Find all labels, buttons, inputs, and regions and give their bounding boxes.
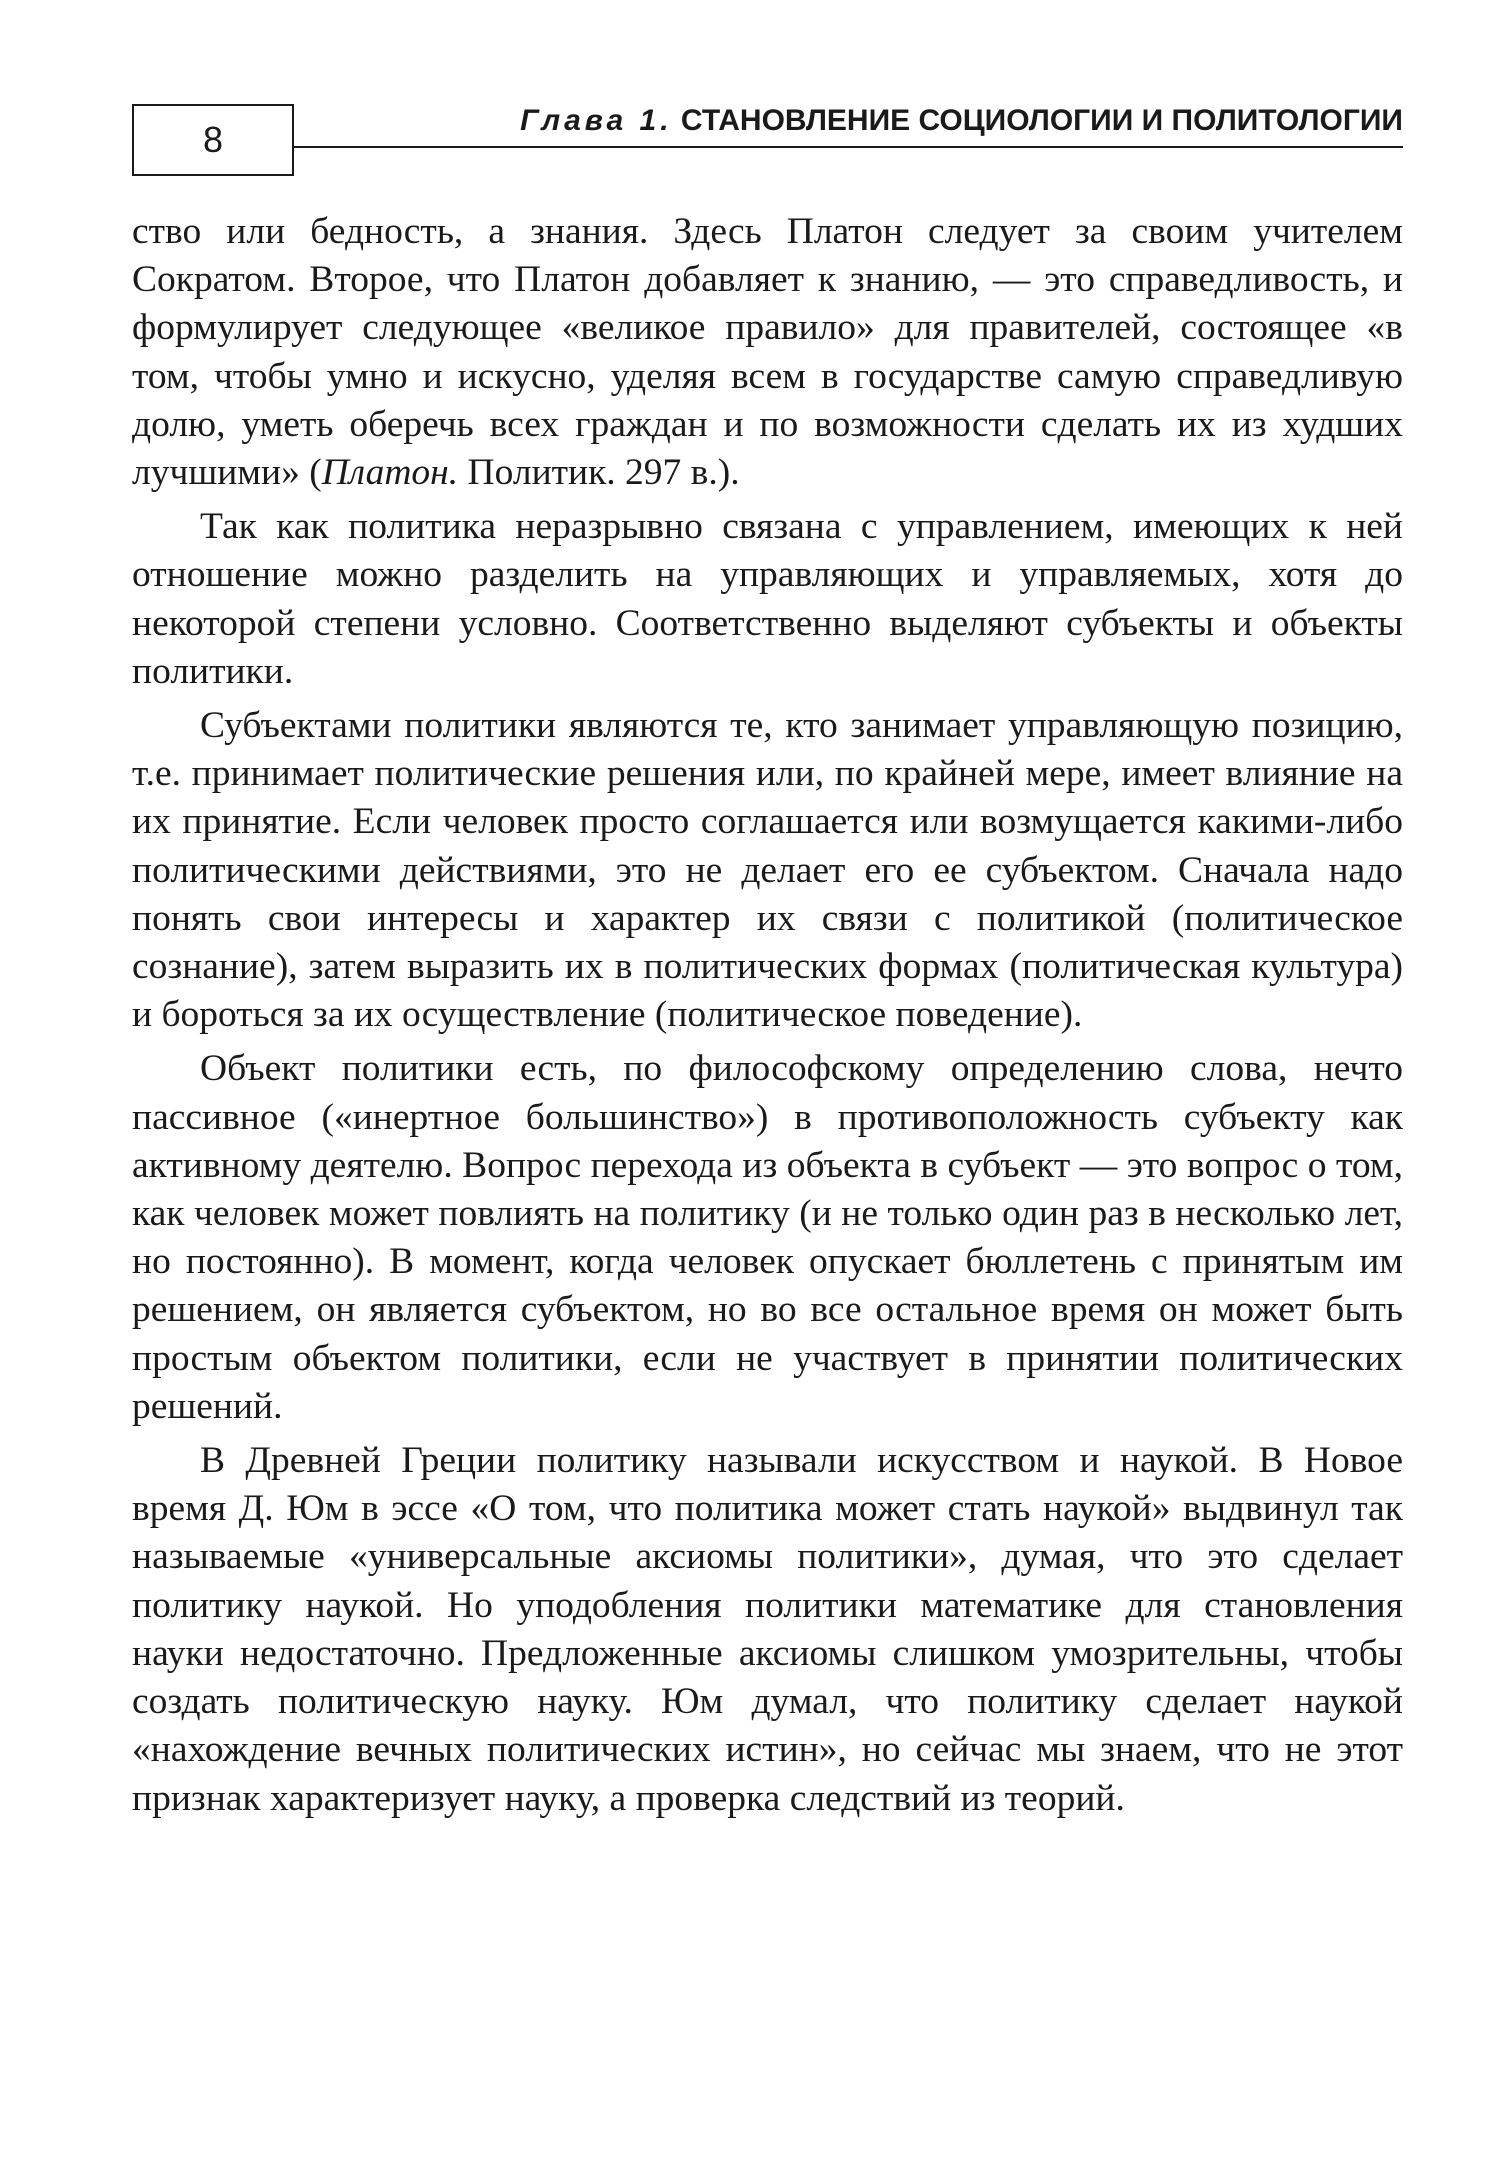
citation-rest: Политик. 297 в.). xyxy=(458,452,740,494)
paragraph-2: Так как политика неразрывно связана с управлением, имеющих к ней отношение можно разделить на управляющих и управляемых, хотя до некоторой степени условно. Соответственно выделяют субъекты и объекты политики. xyxy=(132,506,1403,692)
header-rule xyxy=(294,146,1403,148)
paragraph-4: Объект политики есть, по философскому определению слова, нечто пассивное («инертное большинство») в противоположность субъекту как активному деятелю. Вопрос перехода из объекта в субъект — это вопрос о том, как человек может повлиять на политику (и не только один раз в несколько лет, но постоянно). В момент, когда человек опускает бюллетень с принятым им решением, он является субъектом, но во все остальное время он может быть простым объектом политики, если не участвует в принятии политических решений. xyxy=(132,1048,1403,1427)
paragraph-1 xyxy=(132,208,1403,497)
paragraph-1-text: ство или бедность, а знания. Здесь Платон следует за своим учителем Сократом. Второе, что Платон добавляет к знанию, — это справедливость, и формулирует следующее «великое правило» для правителей, состоящее «в том, чтобы умно и искусно, уделяя всем в государстве самую справедливую долю, уметь оберечь всех граждан и по возможности сделать их из худших лучшими» ( xyxy=(132,211,1403,494)
paragraph-5: В Древней Греции политику называли искусством и наукой. В Новое время Д. Юм в эссе «О том, что политика может стать наукой» выдвинул так называемые «универсальные аксиомы политики», думая, что это сделает политику наукой. Но уподобления политики математике для становления науки недостаточно. Предложенные аксиомы слишком умозрительны, чтобы создать политическую науку. Юм думал, что политику сделает наукой «нахождение вечных политических истин», но сейчас мы знаем, что не этот признак характеризует науку, а проверка следствий из теорий. xyxy=(132,1440,1403,1819)
text-body xyxy=(132,208,1403,1823)
running-head xyxy=(520,104,1403,138)
paragraph-3: Субъектами политики являются те, кто занимает управляющую позицию, т.е. принимает политические решения или, по крайней мере, имеет влияние на их принятие. Если человек просто соглашается или возмущается какими-либо политическими действиями, это не делает его ее субъектом. Сначала надо понять свои интересы и характер их связи с политикой (политическое сознание), затем выразить их в политических формах (политическая культура) и бороться за их осуществление (политическое поведение). xyxy=(132,705,1403,1036)
page-number-box xyxy=(132,104,294,176)
citation-author: Платон. xyxy=(321,452,459,494)
chapter-title: СТАНОВЛЕНИЕ СОЦИОЛОГИИ И ПОЛИТОЛОГИИ xyxy=(680,104,1403,137)
page-number: 8 xyxy=(202,119,224,160)
chapter-label: Глава 1. xyxy=(520,104,673,137)
